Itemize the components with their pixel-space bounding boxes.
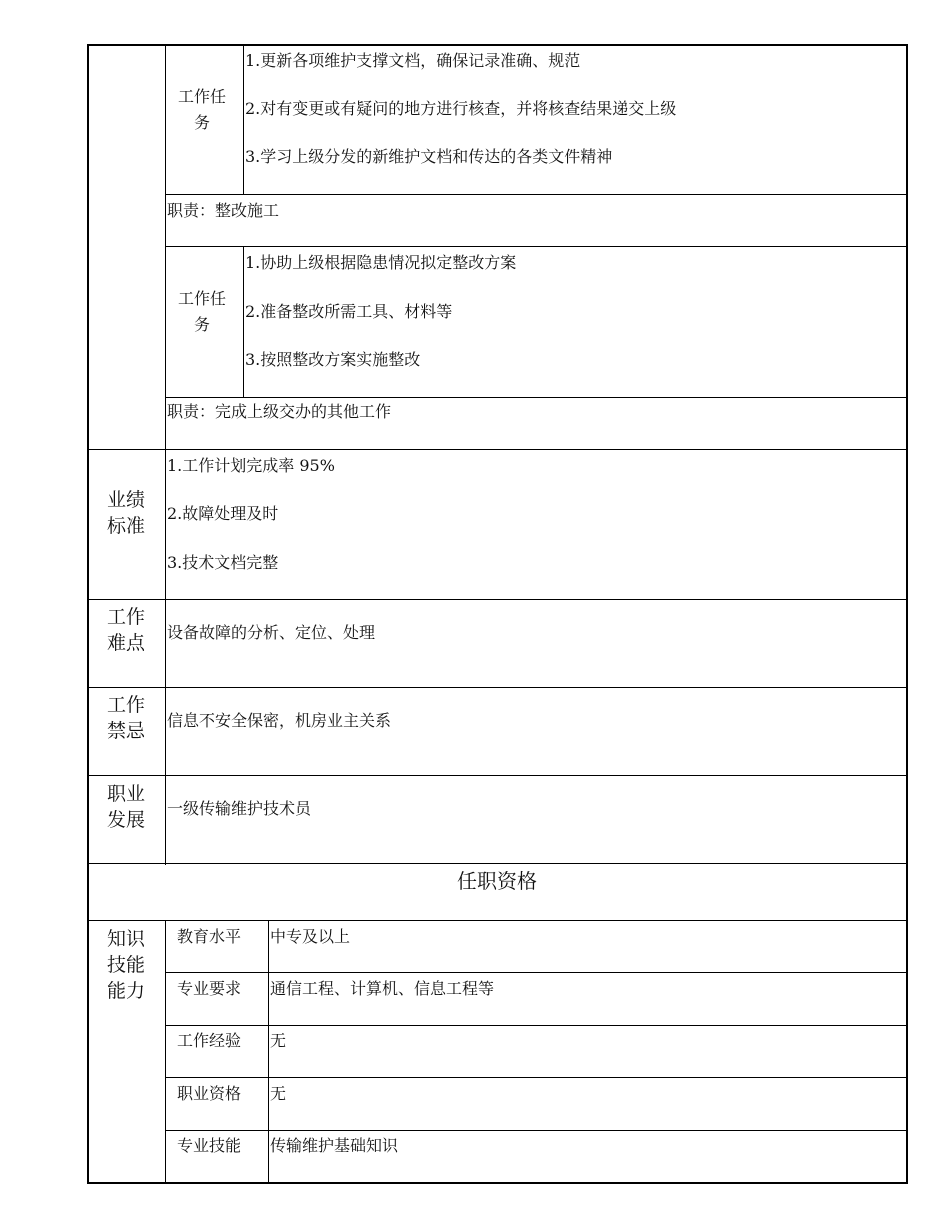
col-divider-task-2 [243, 247, 244, 398]
border-left [87, 44, 89, 1184]
col-divider-knowledge-key [268, 921, 269, 1183]
border-right [906, 44, 908, 1184]
knowledge-key-education: 教育水平 [177, 927, 242, 946]
row-divider-1 [165, 194, 907, 195]
task-1-3: 3.学习上级分发的新维护文档和传达的各类文件精神 [245, 147, 613, 166]
performance-item-1: 1.工作计划完成率 95% [167, 456, 335, 475]
taboo-text: 信息不安全保密，机房业主关系 [167, 711, 392, 730]
row-divider-k1 [165, 972, 907, 973]
task-1-1: 1.更新各项维护支撑文档，确保记录准确、规范 [245, 51, 581, 70]
row-divider-k2 [165, 1025, 907, 1026]
row-divider-7 [87, 775, 907, 776]
task-2-1: 1.协助上级根据隐患情况拟定整改方案 [245, 253, 517, 272]
row-divider-8 [87, 863, 907, 864]
knowledge-label: 知识技能能力 [106, 928, 145, 1002]
border-bottom [87, 1182, 907, 1184]
duty-other-work: 职责：完成上级交办的其他工作 [167, 402, 392, 421]
col-divider-label [165, 44, 166, 865]
border-top [87, 44, 907, 46]
row-divider-k4 [165, 1130, 907, 1131]
row-divider-4 [87, 449, 907, 450]
row-divider-5 [87, 599, 907, 600]
duty-rectification: 职责：整改施工 [167, 201, 280, 220]
row-divider-6 [87, 687, 907, 688]
task-1-2: 2.对有变更或有疑问的地方进行核查，并将核查结果递交上级 [245, 99, 677, 118]
knowledge-value-education: 中专及以上 [270, 927, 351, 946]
career-text: 一级传输维护技术员 [167, 799, 312, 818]
difficulty-text: 设备故障的分析、定位、处理 [167, 623, 376, 642]
knowledge-key-skills: 专业技能 [177, 1136, 242, 1155]
row-divider-3 [165, 397, 907, 398]
career-label: 职业发展 [106, 783, 145, 831]
task-2-2: 2.准备整改所需工具、材料等 [245, 302, 453, 321]
performance-item-3: 3.技术文档完整 [167, 553, 279, 572]
row-divider-2 [165, 246, 907, 247]
difficulty-label: 工作难点 [106, 606, 145, 654]
row-divider-k3 [165, 1077, 907, 1078]
task-label-2: 工作任务 [177, 289, 226, 334]
knowledge-value-major: 通信工程、计算机、信息工程等 [270, 979, 495, 998]
task-2-3: 3.按照整改方案实施整改 [245, 350, 421, 369]
knowledge-value-skills: 传输维护基础知识 [270, 1136, 399, 1155]
taboo-label: 工作禁忌 [106, 694, 145, 742]
knowledge-key-major: 专业要求 [177, 979, 242, 998]
col-divider-task-1 [243, 44, 244, 195]
knowledge-value-certification: 无 [270, 1084, 287, 1103]
task-label-1: 工作任务 [177, 87, 226, 132]
row-divider-9 [87, 920, 907, 921]
knowledge-key-certification: 职业资格 [177, 1084, 242, 1103]
col-divider-label-knowledge [165, 921, 166, 1183]
knowledge-value-experience: 无 [270, 1031, 287, 1050]
performance-item-2: 2.故障处理及时 [167, 504, 279, 523]
performance-label: 业绩标准 [106, 489, 145, 537]
knowledge-key-experience: 工作经验 [177, 1031, 242, 1050]
qualification-title: 任职资格 [457, 869, 537, 893]
